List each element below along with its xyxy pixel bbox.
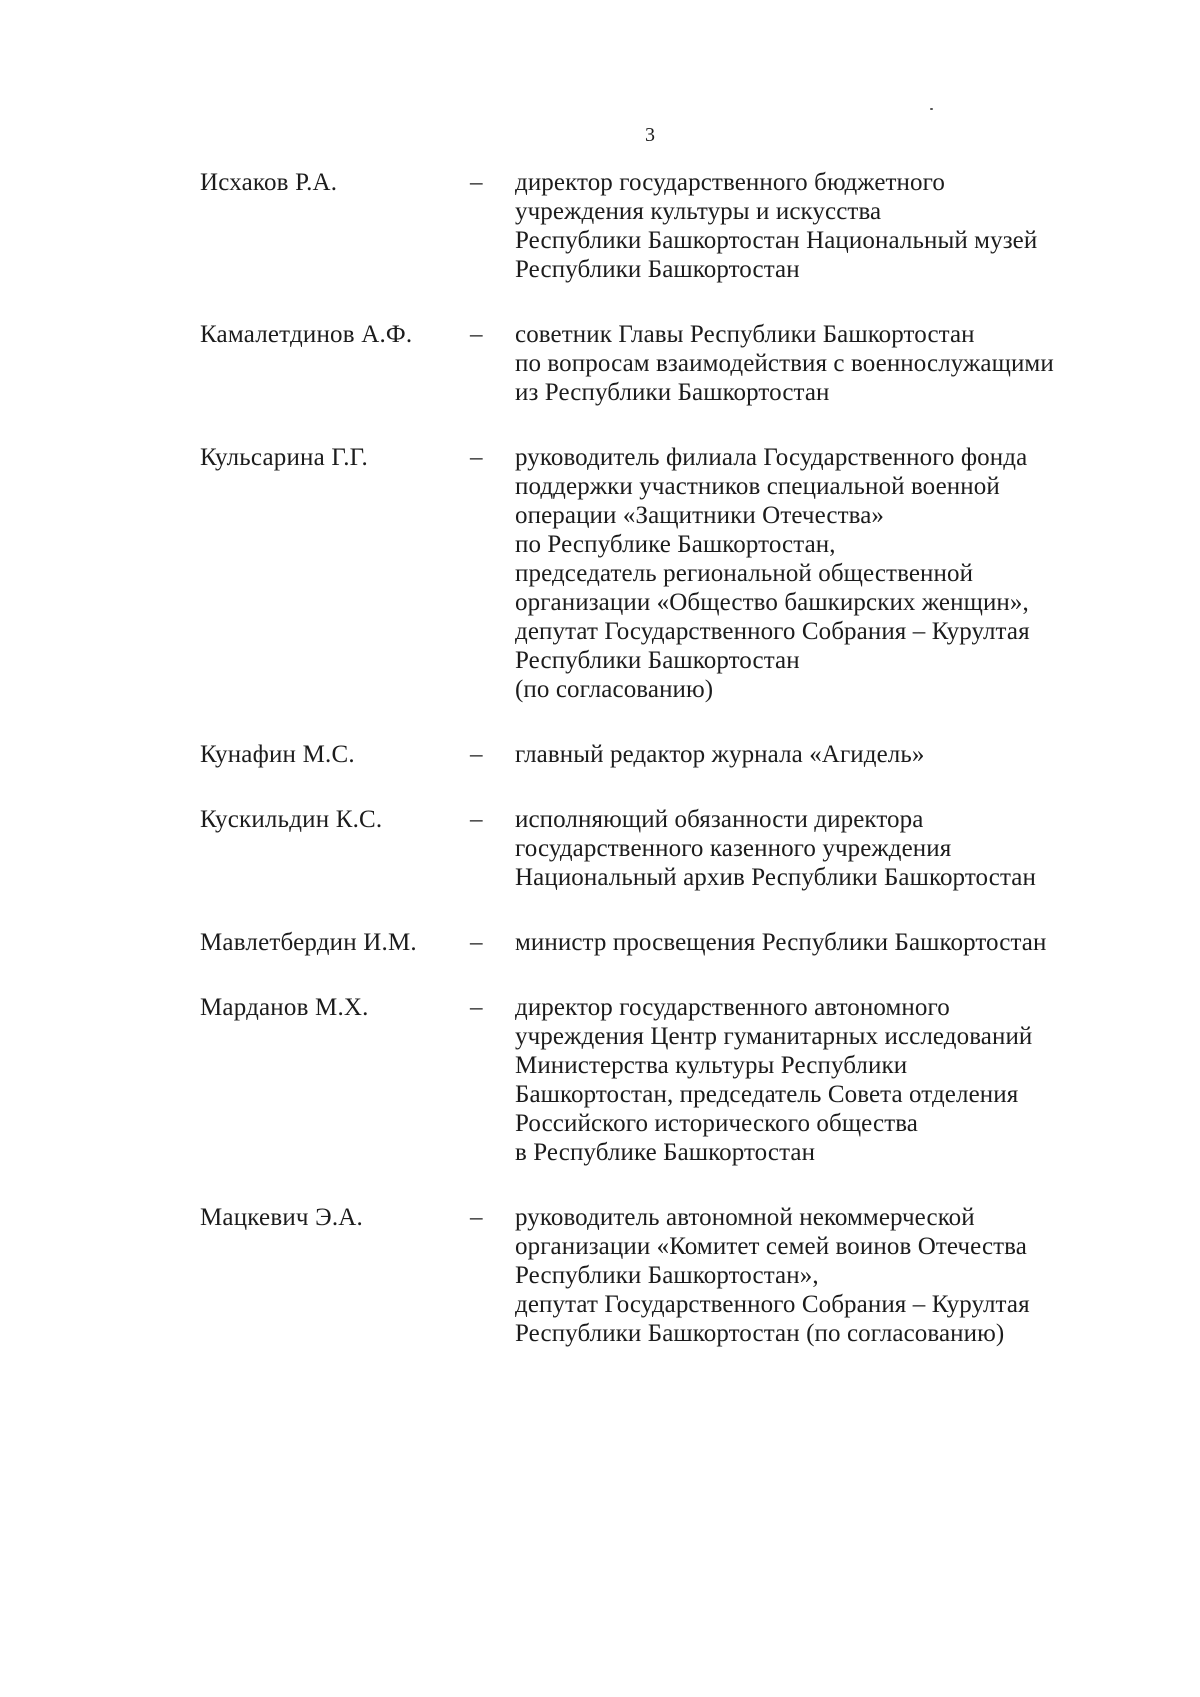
position-line: организации «Общество башкирских женщин», bbox=[515, 589, 1029, 616]
position-line: учреждения культуры и искусства bbox=[515, 198, 882, 225]
list-item bbox=[200, 993, 1160, 1167]
position-line: в Республике Башкортостан bbox=[515, 1139, 816, 1166]
dash-separator: – bbox=[470, 169, 483, 196]
member-name: Кунафин М.С. bbox=[200, 741, 355, 768]
member-position bbox=[515, 805, 1160, 892]
position-line: государственного казенного учреждения bbox=[515, 835, 952, 862]
position-line: исполняющий обязанности директора bbox=[515, 806, 924, 833]
member-position bbox=[515, 168, 1160, 284]
member-position bbox=[515, 928, 1160, 957]
member-position bbox=[515, 1203, 1160, 1348]
page-number: 3 bbox=[645, 124, 655, 146]
position-line: директор государственного автономного bbox=[515, 994, 950, 1021]
dash-separator: – bbox=[470, 741, 483, 768]
position-line: поддержки участников специальной военной bbox=[515, 473, 1000, 500]
position-line: Башкортостан, председатель Совета отделения bbox=[515, 1081, 1019, 1108]
position-line: директор государственного бюджетного bbox=[515, 169, 945, 196]
position-line: Республики Башкортостан (по согласованию) bbox=[515, 1320, 1005, 1347]
dash-separator: – bbox=[470, 1204, 483, 1231]
list-item bbox=[200, 320, 1160, 407]
member-position bbox=[515, 320, 1160, 407]
dash-separator: – bbox=[470, 994, 483, 1021]
member-name: Камалетдинов А.Ф. bbox=[200, 321, 413, 348]
position-line: Республики Башкортостан Национальный музей bbox=[515, 227, 1038, 254]
list-item bbox=[200, 1203, 1160, 1348]
position-line: Республики Башкортостан», bbox=[515, 1262, 819, 1289]
member-name: Кульсарина Г.Г. bbox=[200, 444, 368, 471]
member-name: Кускильдин К.С. bbox=[200, 806, 383, 833]
member-position bbox=[515, 993, 1160, 1167]
list-item bbox=[200, 740, 1160, 769]
position-line: руководитель автономной некоммерческой bbox=[515, 1204, 975, 1231]
position-line: Министерства культуры Республики bbox=[515, 1052, 908, 1079]
member-name: Мавлетбердин И.М. bbox=[200, 929, 417, 956]
position-line: Национальный архив Республики Башкортостан bbox=[515, 864, 1036, 891]
position-line: учреждения Центр гуманитарных исследований bbox=[515, 1023, 1033, 1050]
position-line: депутат Государственного Собрания – Курултая bbox=[515, 618, 1030, 645]
position-line: депутат Государственного Собрания – Курултая bbox=[515, 1291, 1030, 1318]
member-list bbox=[200, 168, 1160, 1384]
member-position bbox=[515, 740, 1160, 769]
position-line: председатель региональной общественной bbox=[515, 560, 974, 587]
position-line: по вопросам взаимодействия с военнослужащими bbox=[515, 350, 1054, 377]
list-item bbox=[200, 928, 1160, 957]
member-name: Мацкевич Э.А. bbox=[200, 1204, 363, 1231]
member-name: Марданов М.Х. bbox=[200, 994, 369, 1021]
position-line: Российского исторического общества bbox=[515, 1110, 918, 1137]
position-line: по Республике Башкортостан, bbox=[515, 531, 836, 558]
position-line: организации «Комитет семей воинов Отечества bbox=[515, 1233, 1027, 1260]
dash-separator: – bbox=[470, 929, 483, 956]
position-line: руководитель филиала Государственного фонда bbox=[515, 444, 1028, 471]
list-item bbox=[200, 805, 1160, 892]
position-line: министр просвещения Республики Башкортостан bbox=[515, 929, 1047, 956]
position-line: советник Главы Республики Башкортостан bbox=[515, 321, 975, 348]
position-line: Республики Башкортостан bbox=[515, 647, 800, 674]
dash-separator: – bbox=[470, 806, 483, 833]
member-position bbox=[515, 443, 1160, 704]
position-line: операции «Защитники Отечества» bbox=[515, 502, 885, 529]
list-item bbox=[200, 168, 1160, 284]
scan-speck bbox=[930, 108, 933, 110]
position-line: главный редактор журнала «Агидель» bbox=[515, 741, 925, 768]
list-item bbox=[200, 443, 1160, 704]
position-line: из Республики Башкортостан bbox=[515, 379, 830, 406]
dash-separator: – bbox=[470, 321, 483, 348]
dash-separator: – bbox=[470, 444, 483, 471]
member-name: Исхаков Р.А. bbox=[200, 169, 338, 196]
position-line: (по согласованию) bbox=[515, 676, 714, 703]
position-line: Республики Башкортостан bbox=[515, 256, 800, 283]
